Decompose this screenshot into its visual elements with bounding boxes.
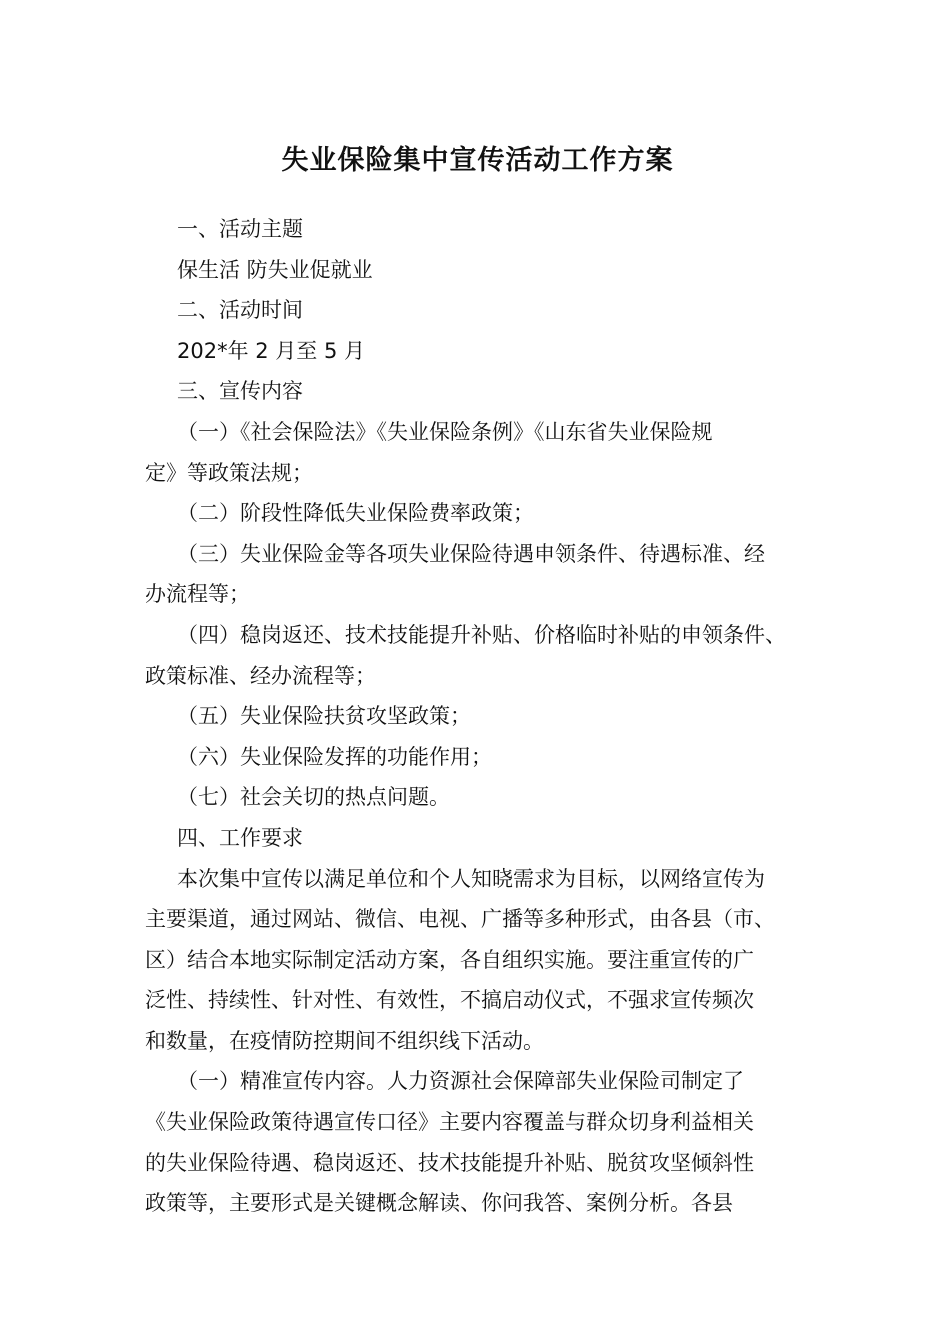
content-item-6: （六）失业保险发挥的功能作用； — [177, 744, 492, 769]
requirements-paragraph-2-line-4: 政策等，主要形式是关键概念解读、你问我答、案例分析。各县 — [145, 1191, 733, 1216]
requirements-paragraph-2-line-2: 《失业保险政策待遇宣传口径》主要内容覆盖与群众切身利益相关 — [145, 1110, 754, 1135]
content-item-1-line-2: 定》等政策法规； — [145, 460, 313, 485]
content-item-2: （二）阶段性降低失业保险费率政策； — [177, 501, 534, 526]
requirements-paragraph-1-line-2: 主要渠道，通过网站、微信、电视、广播等多种形式，由各县（市、 — [145, 907, 775, 932]
document-page — [145, 135, 810, 1224]
content-item-3-line-1: （三）失业保险金等各项失业保险待遇申领条件、待遇标准、经 — [177, 541, 765, 566]
document-title: 失业保险集中宣传活动工作方案 — [281, 145, 674, 176]
section-heading-time: 二、活动时间 — [177, 298, 303, 323]
requirements-paragraph-2-line-3: 的失业保险待遇、稳岗返还、技术技能提升补贴、脱贫攻坚倾斜性 — [145, 1150, 754, 1175]
section-heading-theme: 一、活动主题 — [177, 217, 303, 241]
requirements-paragraph-1-line-3: 区）结合本地实际制定活动方案，各自组织实施。要注重宣传的广 — [145, 947, 754, 972]
content-item-5: （五）失业保险扶贫攻坚政策； — [177, 704, 471, 729]
section-heading-requirements: 四、工作要求 — [177, 825, 303, 850]
requirements-paragraph-1-line-4: 泛性、持续性、针对性、有效性，不搞启动仪式，不强求宣传频次 — [145, 988, 754, 1013]
requirements-paragraph-1-line-5: 和数量，在疫情防控期间不组织线下活动。 — [145, 1028, 544, 1053]
content-item-1-line-1: （一）《社会保险法》《失业保险条例》《山东省失业保险规 — [177, 419, 713, 444]
content-item-7: （七）社会关切的热点问题。 — [177, 785, 450, 810]
content-item-4-line-2: 政策标准、经办流程等； — [145, 663, 376, 688]
content-item-4-line-1: （四）稳岗返还、技术技能提升补贴、价格临时补贴的申领条件、 — [177, 622, 786, 647]
section-heading-content: 三、宣传内容 — [177, 379, 303, 404]
time-text: 202*年 2 月至 5 月 — [177, 338, 366, 363]
theme-text: 保生活 防失业促就业 — [177, 257, 373, 282]
requirements-paragraph-2-line-1: （一）精准宣传内容。人力资源社会保障部失业保险司制定了 — [177, 1069, 744, 1094]
requirements-paragraph-1-line-1: 本次集中宣传以满足单位和个人知晓需求为目标，以网络宣传为 — [177, 866, 765, 891]
content-item-3-line-2: 办流程等； — [145, 582, 250, 607]
